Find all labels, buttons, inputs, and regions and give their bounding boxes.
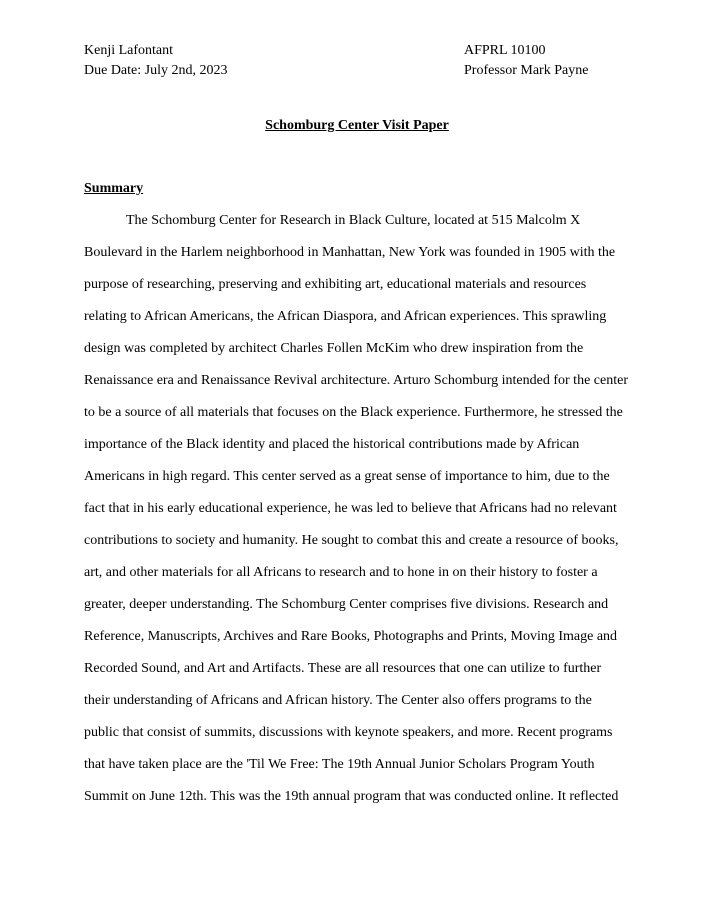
course-code: AFPRL 10100: [464, 43, 546, 58]
paragraph-line: design was completed by architect Charles Follen McKim who drew inspiration from the: [84, 341, 584, 356]
page-title: Schomburg Center Visit Paper: [265, 118, 449, 133]
paragraph-line: Renaissance era and Renaissance Revival architecture. Arturo Schomburg intended for the center: [84, 373, 628, 388]
paragraph-line: Summit on June 12th. This was the 19th annual program that was conducted online. It reflected: [84, 789, 619, 804]
paragraph-line: Boulevard in the Harlem neighborhood in Manhattan, New York was founded in 1905 with the: [84, 245, 616, 260]
header-right-block: [464, 41, 588, 81]
body-paragraph: [84, 211, 644, 819]
header-left-block: [84, 41, 227, 81]
paragraph-line: to be a source of all materials that focuses on the Black experience. Furthermore, he stressed the: [84, 405, 623, 420]
paragraph-line: Reference, Manuscripts, Archives and Rare Books, Photographs and Prints, Moving Image and: [84, 629, 618, 644]
paragraph-line: that have taken place are the 'Til We Free: The 19th Annual Junior Scholars Program Youth: [84, 757, 595, 772]
paragraph-line: art, and other materials for all Africans to research and to hone in on their history to foster a: [84, 565, 598, 580]
paragraph-line: Americans in high regard. This center served as a great sense of importance to him, due to the: [84, 469, 610, 484]
paragraph-line: Recorded Sound, and Art and Artifacts. These are all resources that one can utilize to further: [84, 661, 602, 676]
paragraph-line: purpose of researching, preserving and exhibiting art, educational materials and resources: [84, 277, 587, 292]
paragraph-line: greater, deeper understanding. The Schomburg Center comprises five divisions. Research and: [84, 597, 609, 612]
author-name: Kenji Lafontant: [84, 43, 174, 58]
due-date: Due Date: July 2nd, 2023: [84, 63, 228, 78]
paragraph-line: relating to African Americans, the African Diaspora, and African experiences. This sprawling: [84, 309, 607, 324]
paragraph-line: contributions to society and humanity. He sought to combat this and create a resource of books,: [84, 533, 619, 548]
paragraph-line: fact that in his early educational experience, he was led to believe that Africans had no relevant: [84, 501, 617, 516]
paragraph-line: importance of the Black identity and placed the historical contributions made by African: [84, 437, 580, 452]
paragraph-line: public that consist of summits, discussions with keynote speakers, and more. Recent programs: [84, 725, 613, 740]
section-heading: Summary: [84, 181, 144, 196]
paragraph-line: their understanding of Africans and African history. The Center also offers programs to the: [84, 693, 592, 708]
paragraph-line: The Schomburg Center for Research in Black Culture, located at 515 Malcolm X: [126, 213, 581, 228]
professor-name: Professor Mark Payne: [464, 63, 589, 78]
